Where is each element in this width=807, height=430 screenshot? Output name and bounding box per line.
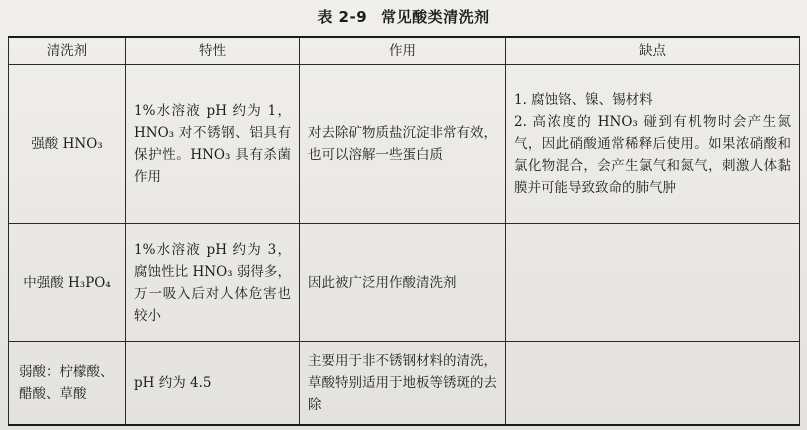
table-row — [9, 65, 800, 224]
agent-name: 强酸 HNO₃ — [9, 65, 126, 224]
agent-function: 对去除矿物质盐沉淀非常有效，也可以溶解一些蛋白质 — [300, 65, 506, 224]
table-row — [9, 342, 800, 426]
agent-property: 1%水溶液 pH 约为 3，腐蚀性比 HNO₃ 弱得多，万一吸入后对人体危害也较小 — [126, 224, 300, 342]
table-number: 表 2-9 — [317, 8, 368, 26]
table-caption — [0, 6, 807, 27]
agent-name: 中强酸 H₃PO₄ — [9, 224, 126, 342]
agent-property: pH 约为 4.5 — [126, 342, 300, 426]
header-function: 作用 — [300, 37, 506, 65]
agent-function: 因此被广泛用作酸清洗剂 — [300, 224, 506, 342]
header-drawbacks: 缺点 — [506, 37, 800, 65]
drawback-item: 1. 腐蚀铬、镍、锡材料 — [514, 92, 653, 108]
agent-drawbacks — [506, 65, 800, 224]
header-agent: 清洗剂 — [9, 37, 126, 65]
drawback-item: 2. 高浓度的 HNO₃ 碰到有机物时会产生氮气，因此硝酸通常稀释后使用。如果浓硝酸和氯化物混合，会产生氯气和氮气，刺激人体黏膜并可能导致致命的肺气肿 — [514, 114, 791, 196]
agent-name: 弱酸：柠檬酸、醋酸、草酸 — [9, 342, 126, 426]
table-title: 常见酸类清洗剂 — [381, 8, 490, 26]
agent-function: 主要用于非不锈钢材料的清洗，草酸特别适用于地板等锈斑的去除 — [300, 342, 506, 426]
header-row — [9, 37, 800, 65]
agent-property: 1%水溶液 pH 约为 1，HNO₃ 对不锈钢、铝具有保护性。HNO₃ 具有杀菌作用 — [126, 65, 300, 224]
table-row — [9, 224, 800, 342]
cleaning-agents-table — [8, 36, 800, 426]
agent-drawbacks — [506, 224, 800, 342]
header-property: 特性 — [126, 37, 300, 65]
agent-drawbacks — [506, 342, 800, 426]
